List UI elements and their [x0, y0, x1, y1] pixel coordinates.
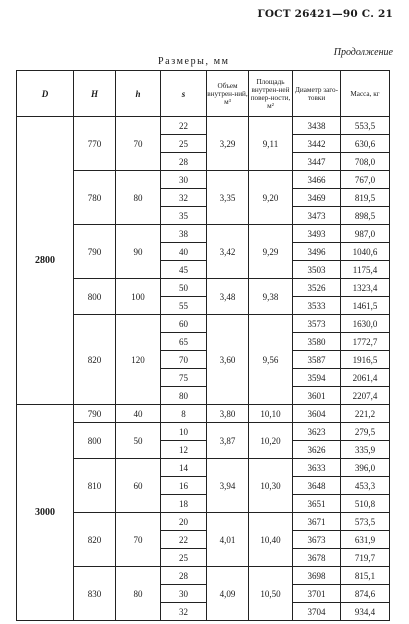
cell-mass: 510,8 [341, 495, 390, 513]
cell-height-h: 820 [74, 513, 116, 567]
cell-height-small-h: 70 [116, 513, 161, 567]
cell-mass: 708,0 [341, 153, 390, 171]
cell-volume: 3,48 [207, 279, 249, 315]
cell-mass: 819,5 [341, 189, 390, 207]
cell-mass: 396,0 [341, 459, 390, 477]
cell-height-h: 790 [74, 405, 116, 423]
cell-thickness-s: 18 [161, 495, 207, 513]
cell-thickness-s: 45 [161, 261, 207, 279]
cell-mass: 1040,6 [341, 243, 390, 261]
cell-blank-diameter: 3533 [293, 297, 341, 315]
cell-blank-diameter: 3473 [293, 207, 341, 225]
cell-mass: 2061,4 [341, 369, 390, 387]
table-body [17, 117, 390, 621]
cell-mass: 279,5 [341, 423, 390, 441]
cell-mass: 934,4 [341, 603, 390, 621]
cell-height-h: 770 [74, 117, 116, 171]
col-header-volume: Объем внутрен-ний, м³ [207, 71, 249, 117]
cell-volume: 3,60 [207, 315, 249, 405]
cell-thickness-s: 22 [161, 531, 207, 549]
cell-mass: 1461,5 [341, 297, 390, 315]
cell-blank-diameter: 3447 [293, 153, 341, 171]
cell-mass: 630,6 [341, 135, 390, 153]
col-header-h-big: H [74, 71, 116, 117]
col-header-d: D [17, 71, 74, 117]
cell-blank-diameter: 3633 [293, 459, 341, 477]
cell-thickness-s: 40 [161, 243, 207, 261]
cell-volume: 3,29 [207, 117, 249, 171]
cell-thickness-s: 38 [161, 225, 207, 243]
cell-blank-diameter: 3442 [293, 135, 341, 153]
cell-area: 9,38 [249, 279, 293, 315]
cell-height-h: 790 [74, 225, 116, 279]
cell-volume: 4,01 [207, 513, 249, 567]
cell-mass: 1772,7 [341, 333, 390, 351]
cell-thickness-s: 80 [161, 387, 207, 405]
col-header-area: Площадь внутрен-ней повер-ности, м² [249, 71, 293, 117]
cell-volume: 3,94 [207, 459, 249, 513]
cell-area: 9,20 [249, 171, 293, 225]
cell-blank-diameter: 3573 [293, 315, 341, 333]
cell-mass: 874,6 [341, 585, 390, 603]
cell-blank-diameter: 3466 [293, 171, 341, 189]
page-header-gost: ГОСТ 26421—90 С. 21 [257, 8, 393, 20]
cell-mass: 898,5 [341, 207, 390, 225]
cell-blank-diameter: 3604 [293, 405, 341, 423]
cell-mass: 453,3 [341, 477, 390, 495]
cell-area: 10,20 [249, 423, 293, 459]
cell-thickness-s: 75 [161, 369, 207, 387]
cell-mass: 767,0 [341, 171, 390, 189]
cell-thickness-s: 28 [161, 153, 207, 171]
cell-volume: 3,42 [207, 225, 249, 279]
cell-thickness-s: 70 [161, 351, 207, 369]
cell-blank-diameter: 3678 [293, 549, 341, 567]
dimensions-table [16, 70, 390, 621]
cell-thickness-s: 30 [161, 171, 207, 189]
cell-height-h: 820 [74, 315, 116, 405]
cell-mass: 335,9 [341, 441, 390, 459]
cell-thickness-s: 60 [161, 315, 207, 333]
cell-height-h: 800 [74, 279, 116, 315]
cell-mass: 631,9 [341, 531, 390, 549]
cell-blank-diameter: 3648 [293, 477, 341, 495]
cell-height-small-h: 120 [116, 315, 161, 405]
cell-volume: 3,80 [207, 405, 249, 423]
cell-height-small-h: 90 [116, 225, 161, 279]
cell-thickness-s: 25 [161, 549, 207, 567]
table-caption: Размеры, мм [158, 56, 230, 67]
cell-height-small-h: 100 [116, 279, 161, 315]
cell-thickness-s: 28 [161, 567, 207, 585]
col-header-s: s [161, 71, 207, 117]
cell-area: 9,29 [249, 225, 293, 279]
cell-thickness-s: 14 [161, 459, 207, 477]
cell-thickness-s: 30 [161, 585, 207, 603]
continuation-label: Продолжение [333, 47, 393, 58]
cell-thickness-s: 35 [161, 207, 207, 225]
cell-mass: 719,7 [341, 549, 390, 567]
cell-height-h: 780 [74, 171, 116, 225]
cell-mass: 221,2 [341, 405, 390, 423]
cell-height-small-h: 60 [116, 459, 161, 513]
cell-blank-diameter: 3623 [293, 423, 341, 441]
cell-thickness-s: 20 [161, 513, 207, 531]
cell-height-small-h: 40 [116, 405, 161, 423]
cell-blank-diameter: 3594 [293, 369, 341, 387]
table-row [17, 117, 390, 135]
cell-mass: 815,1 [341, 567, 390, 585]
cell-height-small-h: 80 [116, 171, 161, 225]
cell-area: 9,11 [249, 117, 293, 171]
cell-mass: 553,5 [341, 117, 390, 135]
cell-mass: 1916,5 [341, 351, 390, 369]
cell-blank-diameter: 3503 [293, 261, 341, 279]
cell-thickness-s: 55 [161, 297, 207, 315]
cell-mass: 1323,4 [341, 279, 390, 297]
col-header-blank-diameter: Диаметр заго-товки [293, 71, 341, 117]
cell-area: 10,30 [249, 459, 293, 513]
cell-mass: 573,5 [341, 513, 390, 531]
cell-height-small-h: 80 [116, 567, 161, 621]
col-header-h-small: h [116, 71, 161, 117]
cell-blank-diameter: 3698 [293, 567, 341, 585]
cell-blank-diameter: 3526 [293, 279, 341, 297]
cell-height-small-h: 50 [116, 423, 161, 459]
cell-thickness-s: 65 [161, 333, 207, 351]
table-row [17, 405, 390, 423]
cell-thickness-s: 50 [161, 279, 207, 297]
cell-blank-diameter: 3626 [293, 441, 341, 459]
cell-diameter-d: 3000 [17, 405, 74, 621]
cell-volume: 3,35 [207, 171, 249, 225]
cell-mass: 1630,0 [341, 315, 390, 333]
cell-blank-diameter: 3704 [293, 603, 341, 621]
cell-mass: 1175,4 [341, 261, 390, 279]
cell-blank-diameter: 3601 [293, 387, 341, 405]
cell-area: 10,10 [249, 405, 293, 423]
cell-thickness-s: 22 [161, 117, 207, 135]
cell-blank-diameter: 3438 [293, 117, 341, 135]
cell-area: 10,50 [249, 567, 293, 621]
cell-volume: 3,87 [207, 423, 249, 459]
cell-mass: 987,0 [341, 225, 390, 243]
cell-blank-diameter: 3493 [293, 225, 341, 243]
cell-blank-diameter: 3673 [293, 531, 341, 549]
cell-height-small-h: 70 [116, 117, 161, 171]
cell-mass: 2207,4 [341, 387, 390, 405]
cell-blank-diameter: 3701 [293, 585, 341, 603]
cell-thickness-s: 12 [161, 441, 207, 459]
cell-diameter-d: 2800 [17, 117, 74, 405]
cell-area: 10,40 [249, 513, 293, 567]
cell-thickness-s: 32 [161, 189, 207, 207]
cell-thickness-s: 16 [161, 477, 207, 495]
cell-area: 9,56 [249, 315, 293, 405]
col-header-mass: Масса, кг [341, 71, 390, 117]
table-header-row [17, 71, 390, 117]
cell-blank-diameter: 3580 [293, 333, 341, 351]
cell-thickness-s: 32 [161, 603, 207, 621]
cell-blank-diameter: 3587 [293, 351, 341, 369]
cell-blank-diameter: 3496 [293, 243, 341, 261]
cell-blank-diameter: 3671 [293, 513, 341, 531]
cell-blank-diameter: 3469 [293, 189, 341, 207]
cell-thickness-s: 8 [161, 405, 207, 423]
cell-volume: 4,09 [207, 567, 249, 621]
cell-thickness-s: 10 [161, 423, 207, 441]
cell-height-h: 800 [74, 423, 116, 459]
cell-height-h: 830 [74, 567, 116, 621]
cell-blank-diameter: 3651 [293, 495, 341, 513]
cell-height-h: 810 [74, 459, 116, 513]
cell-thickness-s: 25 [161, 135, 207, 153]
